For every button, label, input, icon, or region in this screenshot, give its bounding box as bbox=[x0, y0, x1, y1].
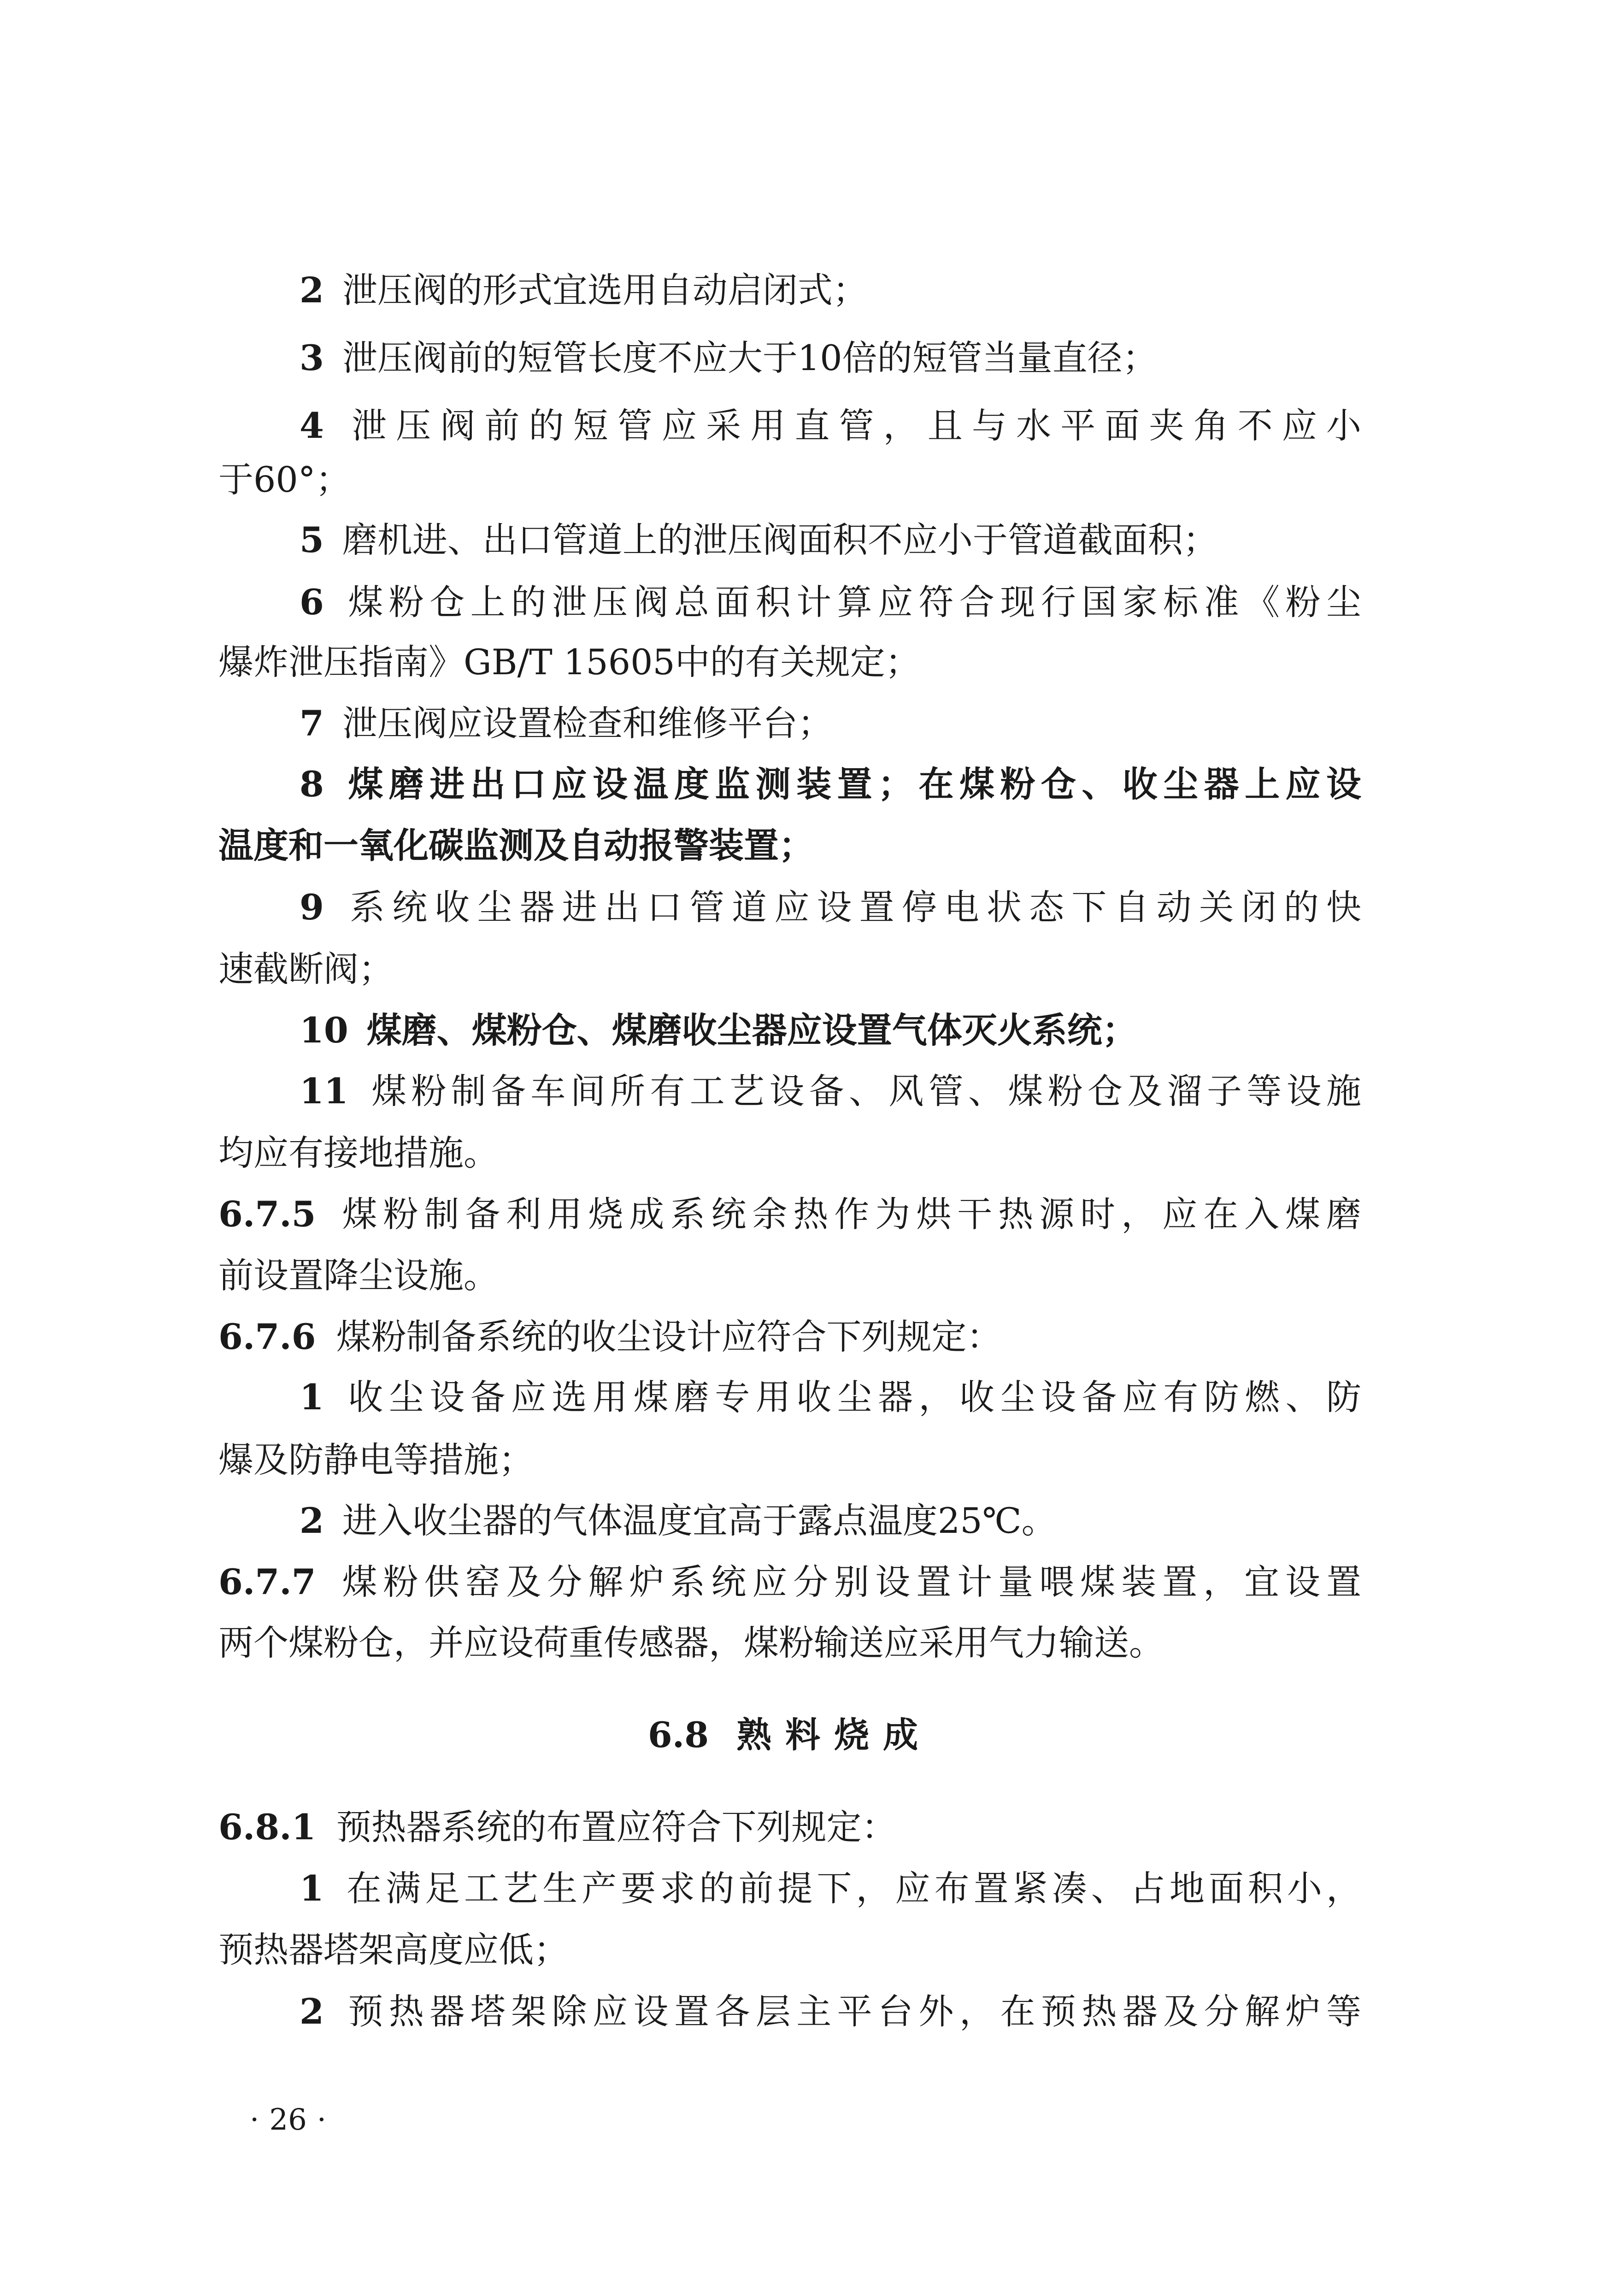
clause-number: 6.7.5 bbox=[218, 1194, 316, 1235]
section-heading bbox=[218, 1705, 1361, 1765]
item-number: 1 bbox=[300, 1868, 324, 1909]
list-item bbox=[300, 1061, 1361, 1121]
clause-number: 6.7.6 bbox=[218, 1316, 316, 1357]
item-number: 2 bbox=[300, 270, 324, 311]
list-item bbox=[300, 1491, 1361, 1551]
clause-6-7-7 bbox=[218, 1552, 1361, 1612]
item-number: 10 bbox=[300, 1010, 348, 1051]
list-item bbox=[300, 510, 1361, 570]
clause-6-7-5 bbox=[218, 1184, 1361, 1244]
list-item bbox=[300, 396, 1361, 456]
list-item bbox=[300, 1982, 1361, 2042]
item-number: 8 bbox=[300, 764, 324, 805]
item-continuation: 爆炸泄压指南》GB/T 15605中的有关规定； bbox=[218, 642, 920, 683]
list-item bbox=[300, 754, 1361, 814]
item-continuation: 于60°； bbox=[218, 459, 351, 500]
clause-6-8-1 bbox=[218, 1797, 1361, 1857]
item-text: 预热器塔架除应设置各层主平台外，在预热器及分解炉等 bbox=[342, 1991, 1361, 2032]
item-text: 煤粉仓上的泄压阀总面积计算应符合现行国家标准《粉尘 bbox=[342, 582, 1361, 623]
item-number: 2 bbox=[300, 1500, 324, 1541]
clause-continuation: 前设置降尘设施。 bbox=[218, 1255, 499, 1296]
item-continuation: 温度和一氧化碳监测及自动报警装置； bbox=[218, 825, 814, 866]
item-text: 泄压阀的形式宜选用自动启闭式； bbox=[342, 270, 868, 311]
item-text: 煤磨进出口应设温度监测装置；在煤粉仓、收尘器上应设 bbox=[342, 764, 1361, 805]
page-number-value: 26 bbox=[269, 2103, 307, 2137]
clause-number: 6.8.1 bbox=[218, 1807, 316, 1848]
item-continuation: 爆及防静电等措施； bbox=[218, 1439, 534, 1480]
item-continuation: 速截断阀； bbox=[218, 948, 394, 989]
clause-continuation: 两个煤粉仓，并应设荷重传感器，煤粉输送应采用气力输送。 bbox=[218, 1622, 1164, 1663]
item-number: 1 bbox=[300, 1377, 324, 1418]
item-text: 收尘设备应选用煤磨专用收尘器，收尘设备应有防燃、防 bbox=[342, 1377, 1361, 1418]
item-text: 煤粉制备车间所有工艺设备、风管、煤粉仓及溜子等设施 bbox=[366, 1071, 1361, 1112]
list-item bbox=[300, 260, 1361, 320]
item-text: 在满足工艺生产要求的前提下，应布置紧凑、占地面积小， bbox=[342, 1868, 1361, 1909]
list-item bbox=[300, 694, 1361, 754]
item-continuation: 预热器塔架高度应低； bbox=[218, 1929, 569, 1970]
list-item bbox=[300, 1367, 1361, 1427]
item-number: 6 bbox=[300, 582, 324, 623]
clause-number: 6.7.7 bbox=[218, 1561, 316, 1602]
item-number: 5 bbox=[300, 519, 324, 560]
item-continuation: 均应有接地措施。 bbox=[218, 1132, 499, 1173]
bullet-dot-icon: · bbox=[317, 2103, 327, 2137]
item-text: 泄压阀前的短管长度不应大于10倍的短管当量直径； bbox=[342, 337, 1158, 378]
clause-text: 预热器系统的布置应符合下列规定： bbox=[336, 1807, 897, 1848]
section-title: 熟料烧成 bbox=[736, 1714, 932, 1755]
item-number: 9 bbox=[300, 887, 324, 928]
list-item bbox=[300, 1859, 1361, 1919]
clause-6-7-6 bbox=[218, 1307, 1361, 1367]
clause-text: 煤粉供窑及分解炉系统应分别设置计量喂煤装置，宜设置 bbox=[336, 1561, 1361, 1602]
section-number: 6.8 bbox=[647, 1714, 709, 1755]
item-text: 进入收尘器的气体温度宜高于露点温度25℃。 bbox=[342, 1500, 1057, 1541]
page-number bbox=[240, 2097, 336, 2143]
list-item bbox=[300, 877, 1361, 937]
item-text: 煤磨、煤粉仓、煤磨收尘器应设置气体灭火系统； bbox=[366, 1010, 1137, 1051]
clause-text: 煤粉制备利用烧成系统余热作为烘干热源时，应在入煤磨 bbox=[336, 1194, 1361, 1235]
item-number: 2 bbox=[300, 1991, 324, 2032]
item-text: 系统收尘器进出口管道应设置停电状态下自动关闭的快 bbox=[342, 887, 1361, 928]
clause-text: 煤粉制备系统的收尘设计应符合下列规定： bbox=[336, 1316, 1002, 1357]
list-item bbox=[300, 1001, 1361, 1060]
item-text: 磨机进、出口管道上的泄压阀面积不应小于管道截面积； bbox=[342, 519, 1218, 560]
item-number: 3 bbox=[300, 337, 324, 378]
item-text: 泄压阀应设置检查和维修平台； bbox=[342, 703, 833, 744]
bullet-dot-icon: · bbox=[250, 2103, 259, 2137]
list-item bbox=[300, 572, 1361, 632]
item-number: 11 bbox=[300, 1071, 348, 1112]
item-number: 7 bbox=[300, 703, 324, 744]
list-item bbox=[300, 328, 1361, 388]
item-text: 泄压阀前的短管应采用直管，且与水平面夹角不应小 bbox=[342, 405, 1361, 446]
item-number: 4 bbox=[300, 405, 324, 446]
